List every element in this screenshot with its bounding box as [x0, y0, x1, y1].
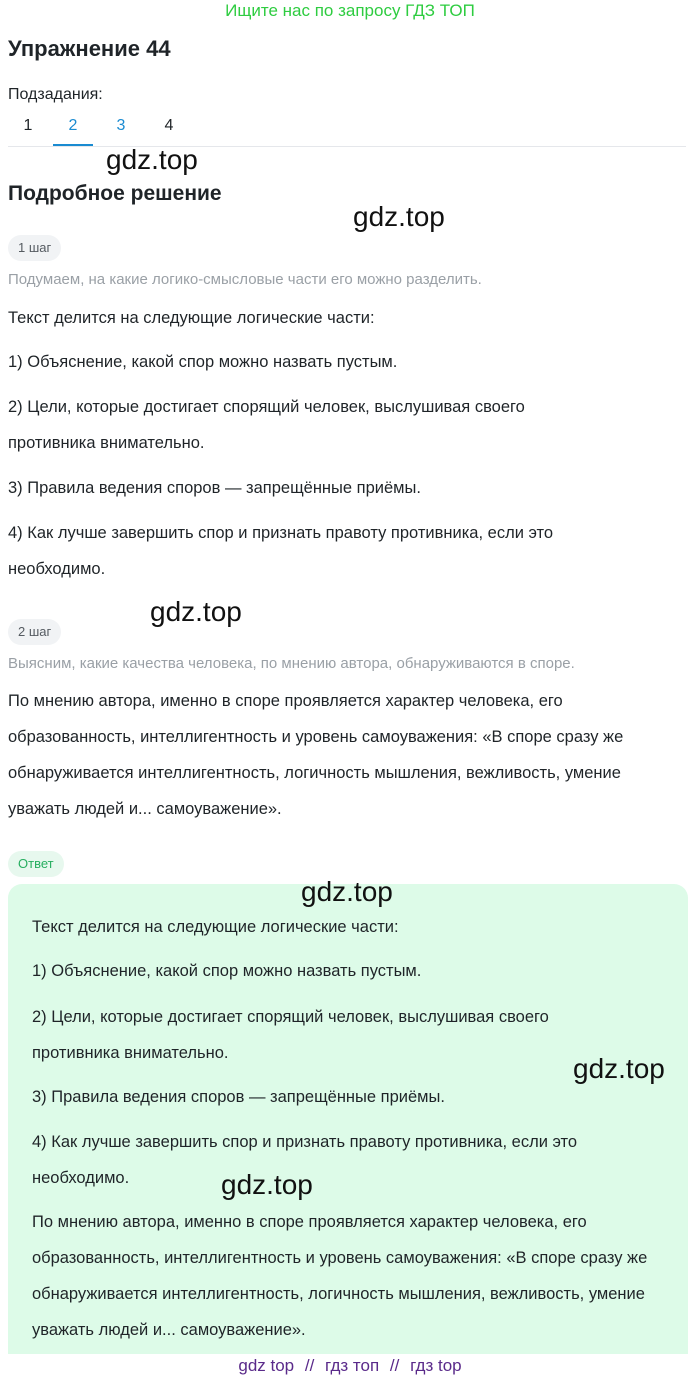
footer-link-1[interactable]: gdz top — [238, 1356, 295, 1375]
step-hint-1: Подумаем, на какие логико-смысловые части его можно разделить. — [8, 271, 482, 288]
step-2-paragraph: По мнению автора, именно в споре проявляется характер человека, его образованность, интеллигентность и уровень самоуважения: «В споре сразу же обнаруживается интеллигентность, логичность мышления, вежливость, умение уважать людей и... самоуважение». — [8, 692, 624, 818]
answer-paragraph: 4) Как лучше завершить спор и признать правоту противника, если это необходимо. — [32, 1133, 578, 1187]
watermark: gdz.top — [150, 596, 242, 627]
footer-link-3[interactable]: гдз top — [410, 1356, 462, 1375]
step-1-paragraph: Текст делится на следующие логические части: — [8, 309, 375, 327]
page-title: Упражнение 44 — [8, 36, 171, 61]
answer-paragraph: 3) Правила ведения споров — запрещённые приёмы. — [32, 1088, 445, 1106]
subtasks-label: Подзадания: — [8, 86, 103, 103]
answer-paragraph: 2) Цели, которые достигает спорящий человек, выслушивая своего противника внимательно. — [32, 1008, 549, 1062]
step-badge-2: 2 шаг — [8, 619, 61, 645]
subtask-tabs — [8, 110, 686, 147]
step-1-paragraph: 3) Правила ведения споров — запрещённые приёмы. — [8, 479, 421, 497]
footer-separator: // — [389, 1356, 400, 1375]
step-1-paragraph: 4) Как лучше завершить спор и признать правоту противника, если это необходимо. — [8, 524, 554, 578]
watermark: gdz.top — [573, 1053, 665, 1084]
subtask-tab-2[interactable]: 2 — [53, 116, 93, 146]
subtask-tab-4[interactable]: 4 — [164, 117, 174, 134]
answer-paragraph: По мнению автора, именно в споре проявляется характер человека, его образованность, интеллигентность и уровень самоуважения: «В споре сразу же обнаруживается интеллигентность, логичность мышления, вежливость, умение уважать людей и... самоуважение». — [32, 1213, 648, 1339]
answer-paragraph: 1) Объяснение, какой спор можно назвать пустым. — [32, 962, 422, 980]
footer-link-2[interactable]: гдз топ — [325, 1356, 380, 1375]
watermark: gdz.top — [301, 876, 393, 907]
step-hint-2: Выясним, какие качества человека, по мнению автора, обнаруживаются в споре. — [8, 655, 575, 672]
answer-badge: Ответ — [8, 851, 64, 877]
promo-banner[interactable]: Ищите нас по запросу ГДЗ ТОП — [225, 1, 475, 20]
step-1-paragraph: 2) Цели, которые достигает спорящий человек, выслушивая своего противника внимательно. — [8, 398, 525, 452]
watermark: gdz.top — [106, 144, 198, 175]
answer-paragraph: Текст делится на следующие логические части: — [32, 918, 399, 936]
footer-links — [0, 1354, 700, 1378]
watermark: gdz.top — [221, 1169, 313, 1200]
watermark: gdz.top — [353, 201, 445, 232]
subtask-tab-1[interactable]: 1 — [23, 117, 33, 134]
subtask-tab-3[interactable]: 3 — [116, 117, 126, 134]
footer-separator: // — [304, 1356, 315, 1375]
answer-box — [8, 884, 688, 1354]
step-1-paragraph: 1) Объяснение, какой спор можно назвать пустым. — [8, 353, 398, 371]
solution-title: Подробное решение — [8, 182, 222, 205]
step-badge-1: 1 шаг — [8, 235, 61, 261]
